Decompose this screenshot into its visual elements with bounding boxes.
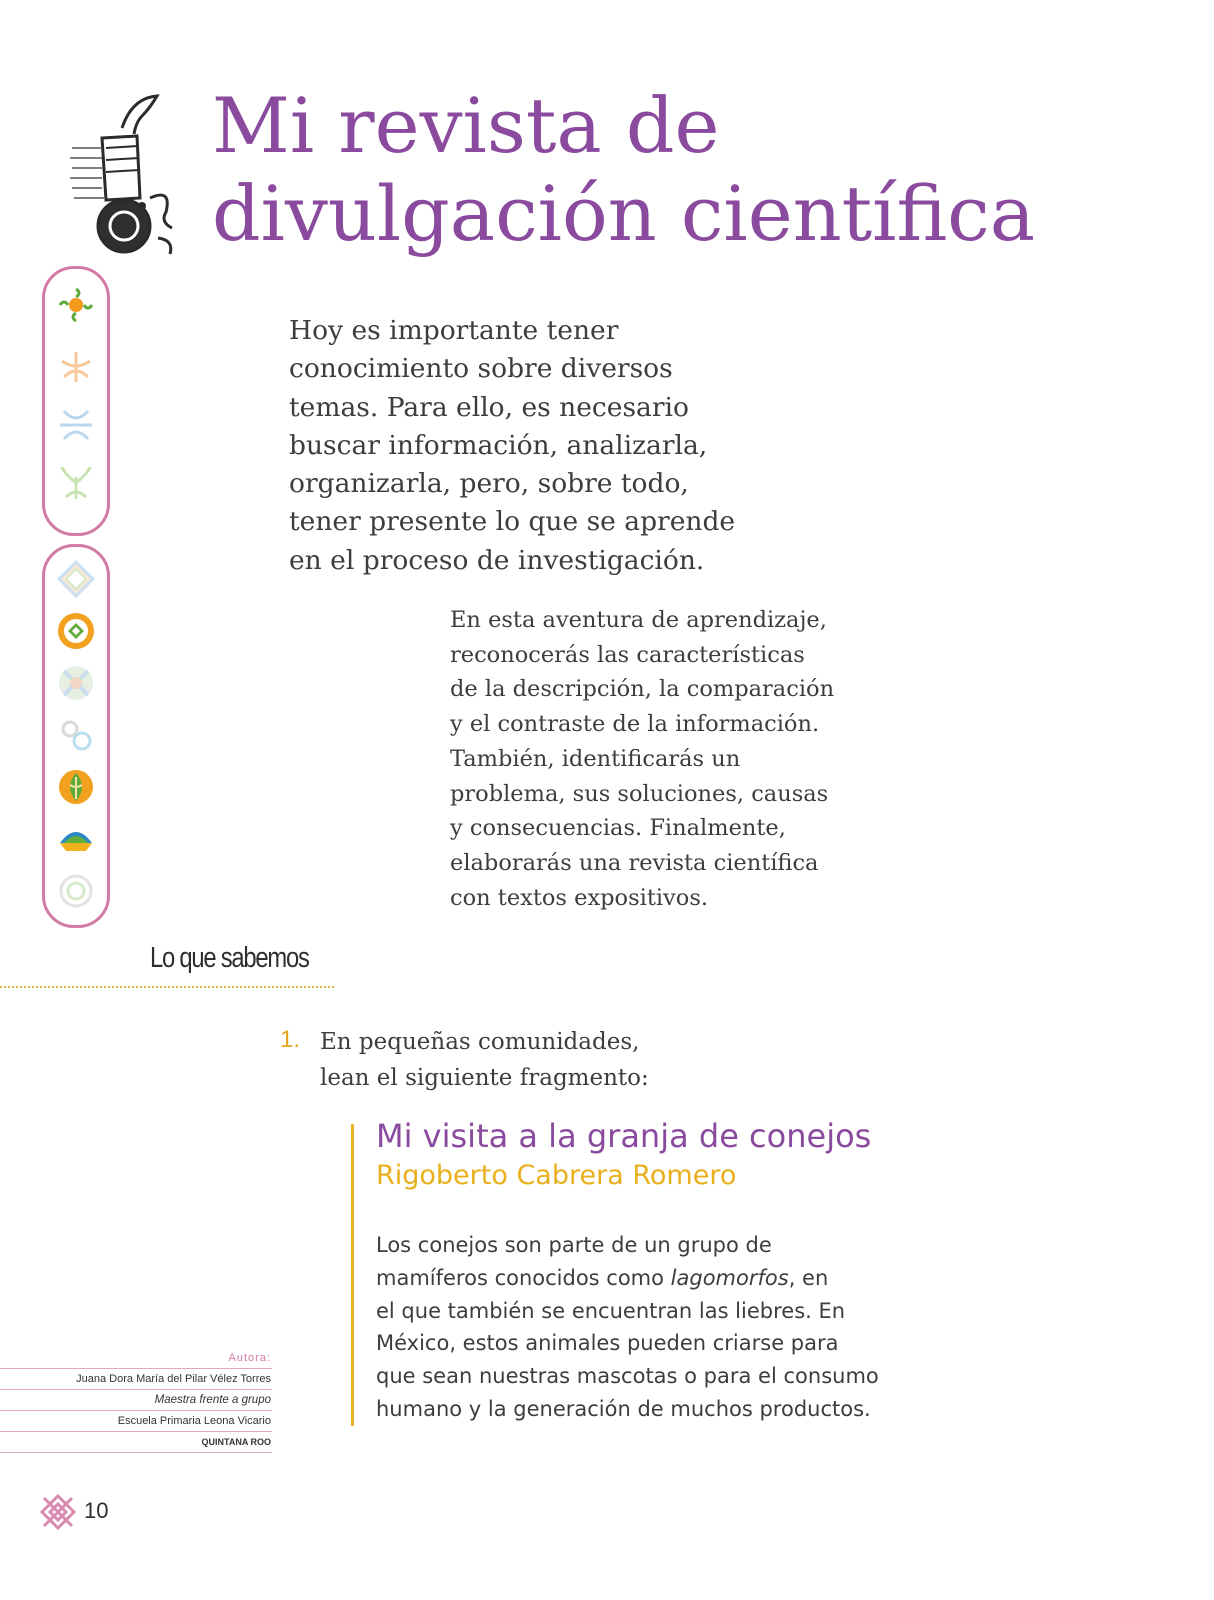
excerpt-emphasis: lagomorfos xyxy=(670,1265,789,1290)
faded-diamond-icon xyxy=(56,559,96,599)
faded-loops-icon xyxy=(56,715,96,755)
section-divider xyxy=(0,986,334,988)
faded-orange-figure-icon xyxy=(56,347,96,387)
section-icon-strip-top xyxy=(42,266,110,536)
faded-spiral-icon xyxy=(56,871,96,911)
page-number: 10 xyxy=(84,1498,109,1523)
excerpt-title: Mi visita a la granja de conejos xyxy=(376,1117,872,1155)
excerpt-author: Rigoberto Cabrera Romero xyxy=(376,1160,737,1191)
excerpt-line: México, estos animales pueden criarse para xyxy=(376,1331,839,1356)
pink-knot-icon xyxy=(40,1494,76,1530)
activity-instruction: En pequeñas comunidades, lean el siguiente fragmento: xyxy=(320,1029,649,1091)
title-line-2: divulgación científica xyxy=(212,169,1036,258)
section-heading: Lo que sabemos xyxy=(150,942,309,974)
credit-role: Maestra frente a grupo xyxy=(0,1390,272,1411)
excerpt-line: el que también se encuentran las liebres. En xyxy=(376,1298,846,1323)
faded-blue-figure-icon xyxy=(56,405,96,445)
author-credit xyxy=(0,1348,272,1453)
green-leaf-icon xyxy=(56,767,96,807)
faded-green-figure-icon xyxy=(56,463,96,503)
overview-paragraph: En esta aventura de aprendizaje, reconocerás las características de la descripción, la comparación y el contraste de la información. También, identificarás un problema, sus soluciones, causas y consecuencias. Finalmente, elaborarás una revista científica con textos expositivos. xyxy=(450,607,835,911)
excerpt-accent-bar xyxy=(351,1124,354,1426)
intro-paragraph: Hoy es importante tener conocimiento sobre diversos temas. Para ello, es necesario buscar información, analizarla, organizarla, pero, sobre todo, tener presente lo que se aprende en el proceso de investigación. xyxy=(289,315,736,576)
blue-fan-icon xyxy=(56,819,96,859)
credit-school: Escuela Primaria Leona Vicario xyxy=(0,1411,272,1432)
excerpt-line: mamíferos conocidos como lagomorfos, en xyxy=(376,1265,829,1290)
faded-square-icon xyxy=(56,663,96,703)
activity-number: 1. xyxy=(280,1026,301,1053)
title-line-1: Mi revista de xyxy=(212,81,720,170)
page-title xyxy=(212,82,1035,258)
credit-label: Autora: xyxy=(0,1348,272,1369)
stylized-figure-illustration xyxy=(62,88,192,258)
excerpt-text xyxy=(376,1229,976,1426)
orange-green-circle-icon xyxy=(56,611,96,651)
green-orange-flower-icon xyxy=(56,285,96,325)
excerpt-line: que sean nuestras mascotas o para el consumo xyxy=(376,1364,879,1389)
credit-name: Juana Dora María del Pilar Vélez Torres xyxy=(0,1369,272,1390)
excerpt-line: humano y la generación de muchos productos. xyxy=(376,1396,871,1421)
excerpt-line: Los conejos son parte de un grupo de xyxy=(376,1233,772,1257)
credit-state: QUINTANA ROO xyxy=(0,1432,272,1453)
section-icon-strip-bottom xyxy=(42,544,110,928)
